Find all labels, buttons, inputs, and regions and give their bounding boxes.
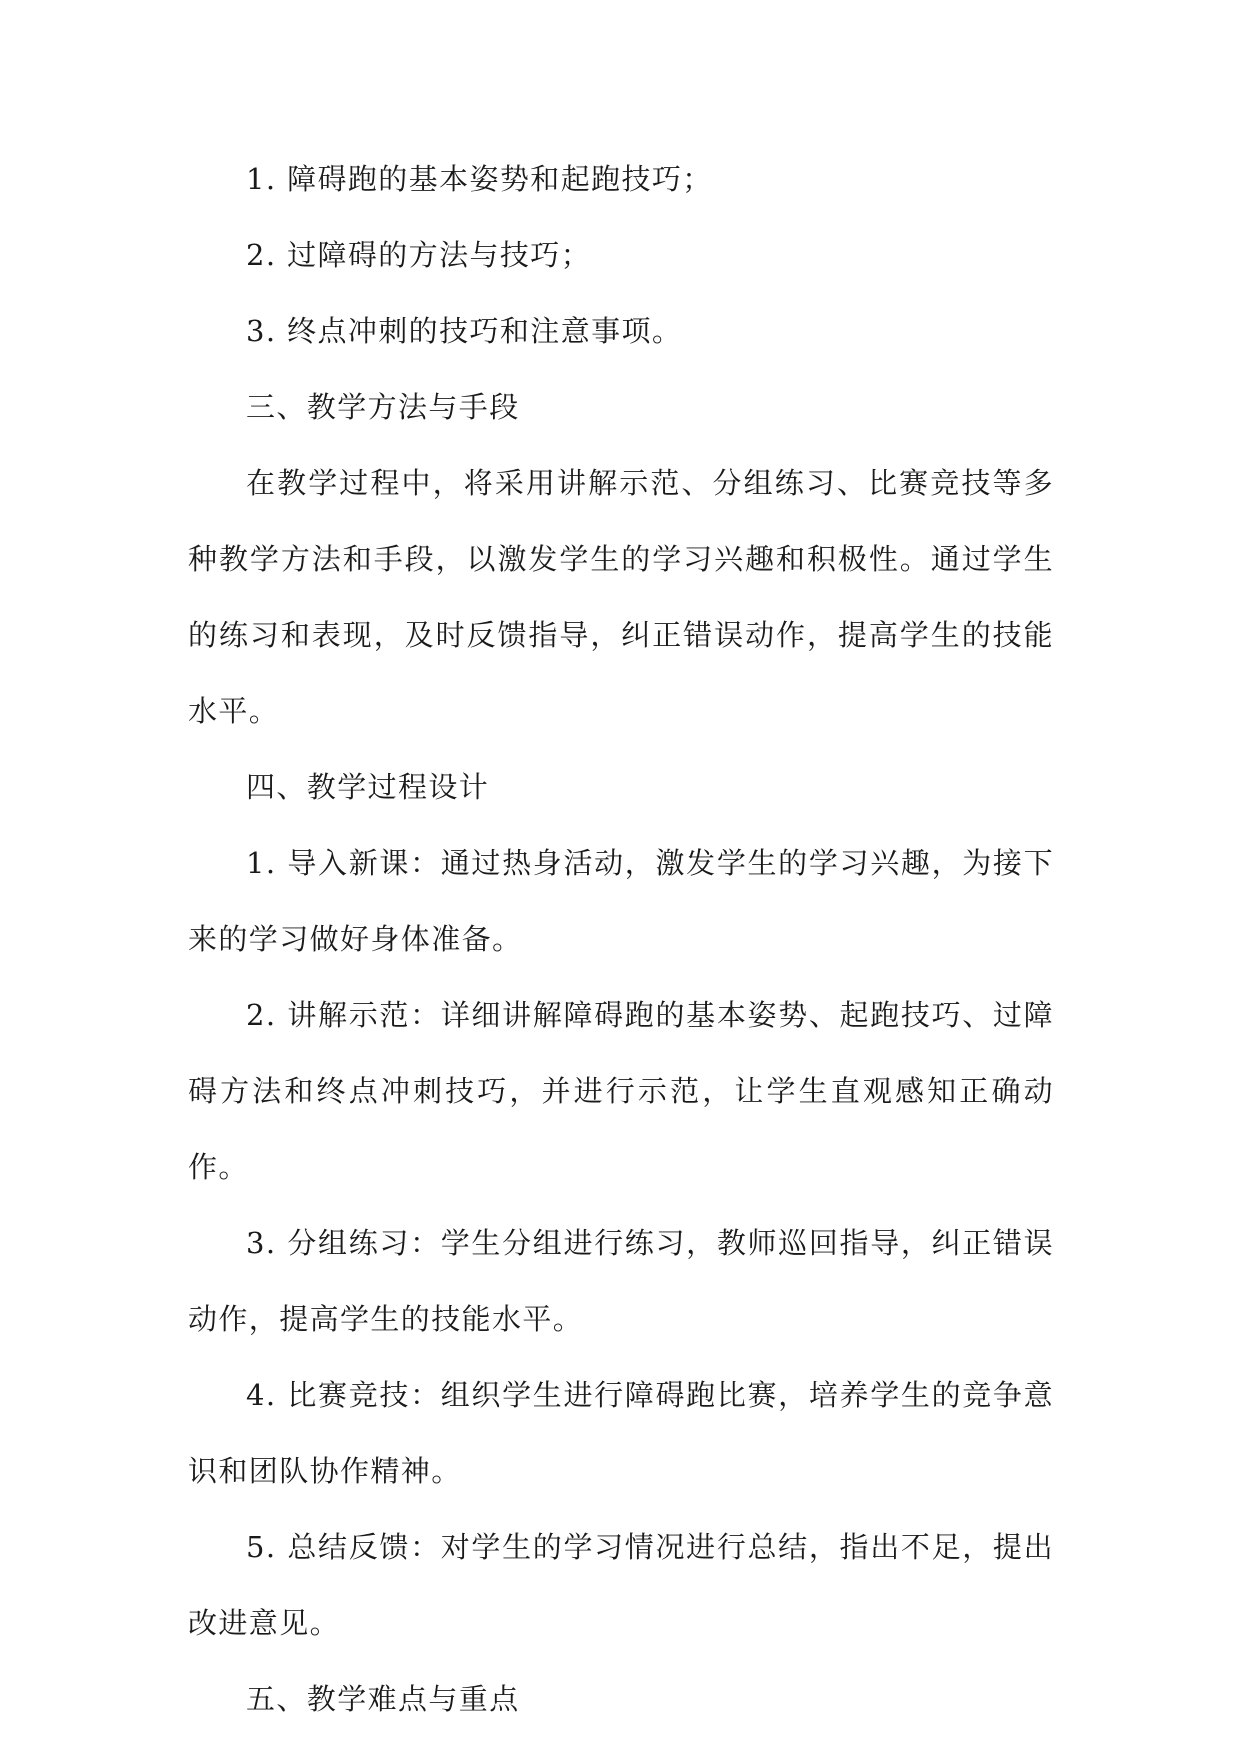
section-heading-teaching-methods: 三、教学方法与手段 [246,390,520,424]
list-item-introduction: 1. 导入新课：通过热身活动，激发学生的学习兴趣，为接下来的学习做好身体准备。 [188,846,1054,956]
list-item-finish-sprint: 3. 终点冲刺的技巧和注意事项。 [246,314,683,348]
paragraph-teaching-methods: 在教学过程中，将采用讲解示范、分组练习、比赛竞技等多种教学方法和手段，以激发学生的学习兴趣和积极性。通过学生的练习和表现，及时反馈指导，纠正错误动作，提高学生的技能水平。 [188,466,1054,728]
list-item-hurdle-method: 2. 过障碍的方法与技巧； [246,238,592,272]
list-item-basic-posture: 1. 障碍跑的基本姿势和起跑技巧； [246,162,713,196]
section-heading-process-design: 四、教学过程设计 [246,770,490,804]
list-item-competition: 4. 比赛竞技：组织学生进行障碍跑比赛，培养学生的竞争意识和团队协作精神。 [188,1378,1054,1488]
section-heading-key-points: 五、教学难点与重点 [246,1682,520,1716]
list-item-demonstration: 2. 讲解示范：详细讲解障碍跑的基本姿势、起跑技巧、过障碍方法和终点冲刺技巧，并进行示范，让学生直观感知正确动作。 [188,998,1054,1184]
document-body [188,141,1054,1737]
list-item-group-practice: 3. 分组练习：学生分组进行练习，教师巡回指导，纠正错误动作，提高学生的技能水平。 [188,1226,1054,1336]
list-item-summary-feedback: 5. 总结反馈：对学生的学习情况进行总结，指出不足，提出改进意见。 [188,1530,1054,1640]
